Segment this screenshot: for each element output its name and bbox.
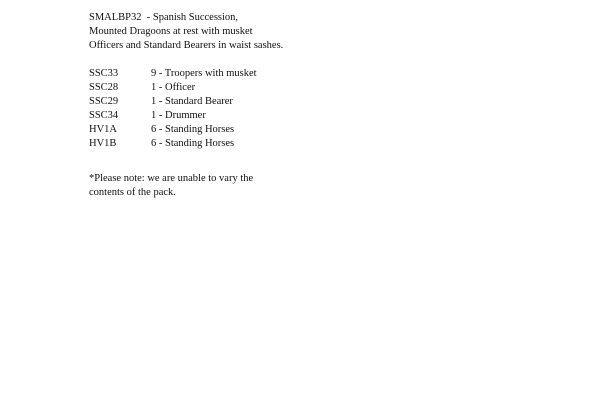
- item-code: SSC29: [89, 96, 119, 107]
- item-code: SSC28: [89, 82, 119, 93]
- pack-description: [89, 11, 509, 53]
- note-line: contents of the pack.: [89, 187, 176, 198]
- list-item: [89, 137, 509, 151]
- item-code: SSC33: [89, 68, 119, 79]
- item-code: HV1B: [89, 138, 117, 149]
- item-description: 6 - Standing Horses: [151, 138, 235, 149]
- list-item: [89, 109, 509, 123]
- note-line: *Please note: we are unable to vary the: [89, 173, 254, 184]
- item-description: 1 - Drummer: [151, 110, 206, 121]
- pack-subtitle-line: Mounted Dragoons at rest with musket: [89, 26, 253, 37]
- pack-note: [89, 172, 509, 200]
- pack-detail-line: Officers and Standard Bearers in waist sashes.: [89, 40, 284, 51]
- item-description: 6 - Standing Horses: [151, 124, 235, 135]
- item-code: HV1A: [89, 124, 117, 135]
- pack-title-line: SMALBP32 - Spanish Succession,: [89, 12, 239, 23]
- list-item: [89, 81, 509, 95]
- item-description: 9 - Troopers with musket: [151, 68, 257, 79]
- item-description: 1 - Officer: [151, 82, 196, 93]
- pack-document: [89, 11, 509, 200]
- pack-contents-list: [89, 67, 509, 151]
- item-description: 1 - Standard Bearer: [151, 96, 233, 107]
- list-item: [89, 123, 509, 137]
- list-item: [89, 67, 509, 81]
- item-code: SSC34: [89, 110, 119, 121]
- list-item: [89, 95, 509, 109]
